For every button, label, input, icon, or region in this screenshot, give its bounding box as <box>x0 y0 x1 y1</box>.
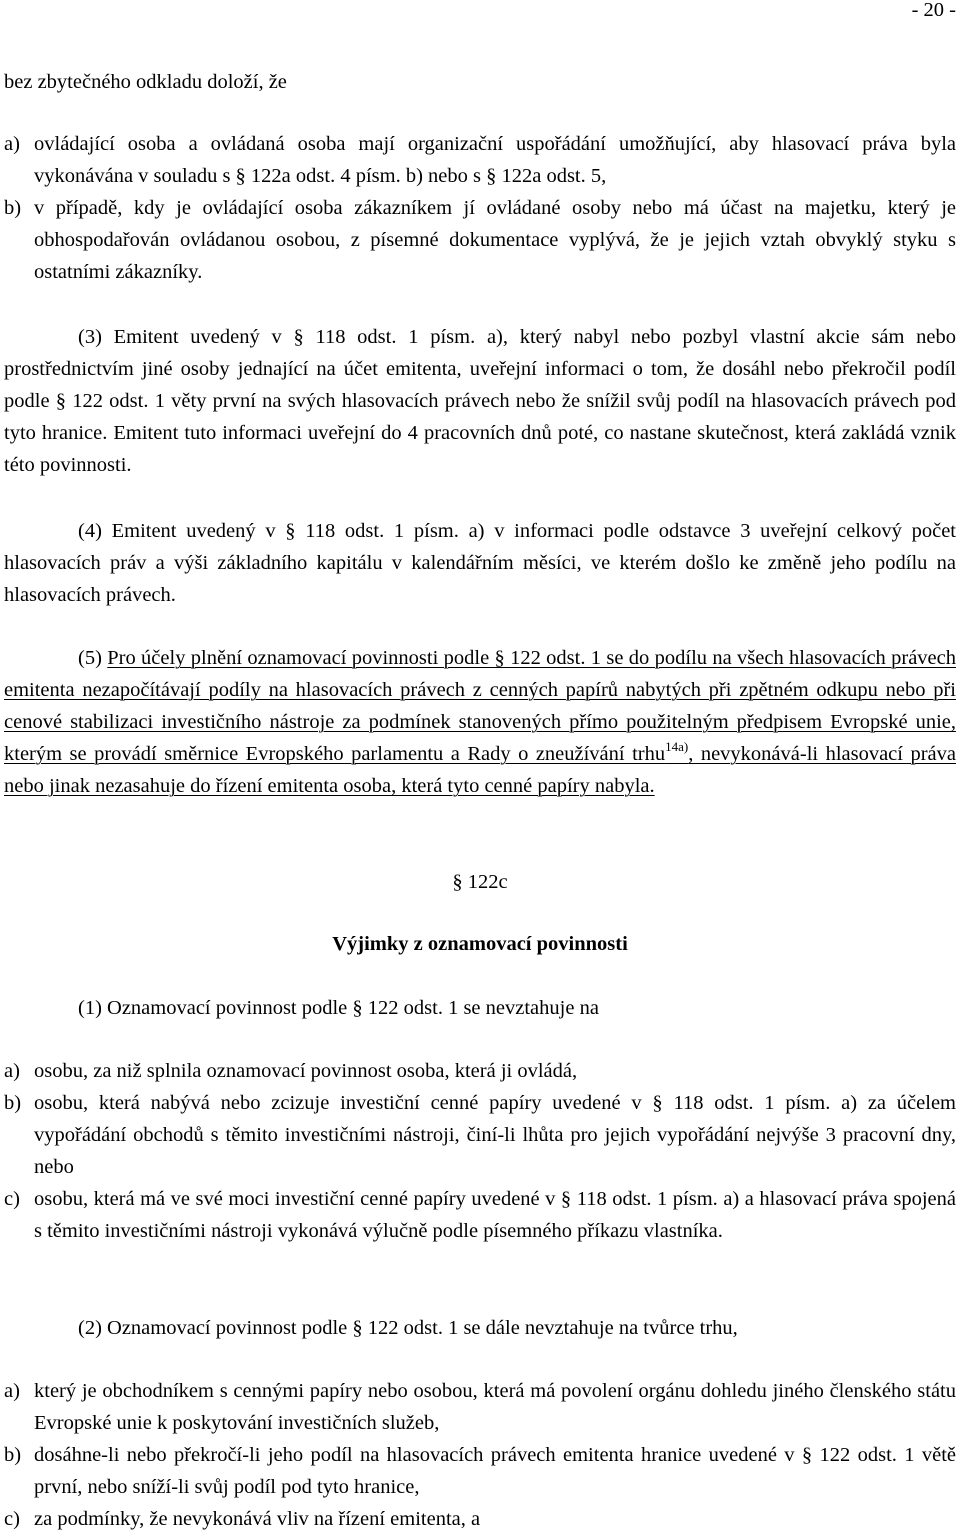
subsection-1-intro: (1) Oznamovací povinnost podle § 122 odst. 1 se nevztahuje na <box>78 997 599 1019</box>
subsection-2-intro: (2) Oznamovací povinnost podle § 122 odst. 1 se dále nevztahuje na tvůrce trhu, <box>78 1317 738 1339</box>
paragraph-5 <box>4 642 956 802</box>
item-label: c) <box>4 1508 20 1530</box>
item-label: c) <box>4 1188 20 1210</box>
item-text: dosáhne-li nebo překročí-li jeho podíl na hlasovacích právech emitenta hranice uvedené v § 122 odst. 1 větě první, nebo sníží-li svůj podíl pod tyto hranice, <box>34 1444 956 1498</box>
item-label: a) <box>4 133 20 155</box>
item-text: osobu, která má ve své moci investiční cenné papíry uvedené v § 118 odst. 1 písm. a) a hlasovací práva spojená s těmito investičními nástroji vykonává výlučně podle písemného příkazu vlastníka. <box>34 1188 956 1242</box>
footnote-ref: 14a) <box>665 739 689 754</box>
list-item <box>4 128 956 192</box>
item-text: osobu, za niž splnila oznamovací povinnost osoba, která ji ovládá, <box>34 1060 578 1082</box>
section-title: Výjimky z oznamovací povinnosti <box>332 933 628 955</box>
list-item <box>4 1439 956 1503</box>
item-label: a) <box>4 1060 20 1082</box>
section-number: § 122c <box>452 871 508 893</box>
list-exemptions <box>4 1055 956 1247</box>
list-item <box>4 1087 956 1183</box>
list-market-maker <box>4 1375 956 1535</box>
amendment-text <box>4 647 956 797</box>
item-label: b) <box>4 197 22 219</box>
item-label: b) <box>4 1092 22 1114</box>
list-item <box>4 1503 956 1535</box>
intro-line: bez zbytečného odkladu doloží, že <box>4 71 287 93</box>
item-label: a) <box>4 1380 20 1402</box>
paragraph-3: (3) Emitent uvedený v § 118 odst. 1 písm. a), který nabyl nebo pozbyl vlastní akcie sám nebo prostřednictvím jiné osoby jednající na účet emitenta, uveřejní informaci o tom, že dosáhl nebo překročil podíl podle § 122 odst. 1 věty první na svých hlasovacích právech nebo že snížil svůj podíl na hlasovacích právech pod tyto hranice. Emitent tuto informaci uveřejní do 4 pracovních dnů poté, co nastane skutečnost, která zakládá vznik této povinnosti. <box>4 326 956 476</box>
amendment-text-end: , nevykonává-li hlasovací práva nebo jinak nezasahuje do řízení emitenta osoba, která tyto cenné papíry nabyla. <box>4 743 956 797</box>
item-text: osobu, která nabývá nebo zcizuje investiční cenné papíry uvedené v § 118 odst. 1 písm. a) za účelem vypořádání obchodů s těmito investičními nástroji, činí-li lhůta pro jejich vypořádání nejvýše 3 pracovní dny, nebo <box>34 1092 956 1178</box>
paragraph-5-number: (5) <box>78 647 108 669</box>
item-text: který je obchodníkem s cennými papíry nebo osobou, která má povolení orgánu dohledu jiného členského státu Evropské unie k poskytování investičních služeb, <box>34 1380 956 1434</box>
paragraph-4: (4) Emitent uvedený v § 118 odst. 1 písm. a) v informaci podle odstavce 3 uveřejní celkový počet hlasovacích práv a výši základního kapitálu v kalendářním měsíci, ve kterém došlo ke změně jeho podílu na hlasovacích právech. <box>4 520 956 606</box>
page-number: - 20 - <box>911 0 956 21</box>
list-item <box>4 1183 956 1247</box>
item-label: b) <box>4 1444 22 1466</box>
item-text: za podmínky, že nevykonává vliv na řízení emitenta, a <box>34 1508 481 1530</box>
list-item <box>4 1375 956 1439</box>
list-item <box>4 192 956 288</box>
amendment-text-main: Pro účely plnění oznamovací povinnosti podle § 122 odst. 1 se do podílu na všech hlasovacích právech emitenta nezapočítávají podíly na hlasovacích právech z cenných papírů nabytých při zpětném odkupu nebo při cenové stabilizaci investičního nástroje za podmínek stanovených přímo použitelným předpisem Evropské unie, kterým se provádí směrnice Evropského parlamentu a Rady o zneužívání trhu <box>4 647 957 765</box>
list-conditions <box>4 128 956 288</box>
item-text: ovládající osoba a ovládaná osoba mají organizační uspořádání umožňující, aby hlasovací práva byla vykonávána v souladu s § 122a odst. 4 písm. b) nebo s § 122a odst. 5, <box>34 133 956 187</box>
item-text: v případě, kdy je ovládající osoba zákazníkem jí ovládané osoby nebo má účast na majetku, který je obhospodařován ovládanou osobou, z písemné dokumentace vyplývá, že je jejich vztah obvyklý styku s ostatními zákazníky. <box>34 197 956 283</box>
list-item <box>4 1055 956 1087</box>
